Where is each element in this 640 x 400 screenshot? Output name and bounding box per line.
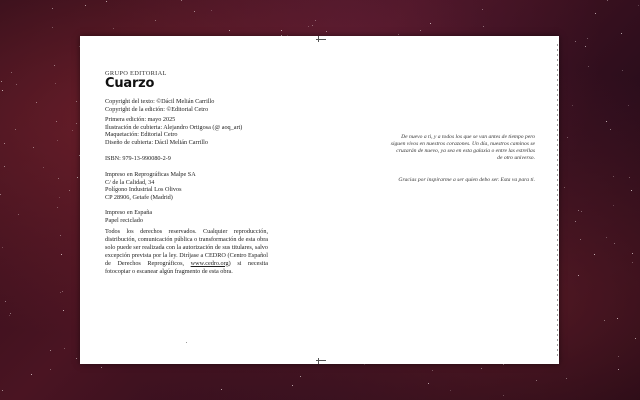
star <box>594 254 595 255</box>
star <box>36 102 37 103</box>
star <box>575 221 576 222</box>
star <box>55 83 56 84</box>
star <box>606 237 607 238</box>
star <box>57 140 58 141</box>
star <box>618 356 619 357</box>
star <box>221 389 222 390</box>
star <box>483 26 484 27</box>
rights-text-before: Todos los derechos reservados. Cualquier reproducción, distribución, comunicación pública o transformación de esta obra solo puede ser realizada con la autorización de sus titulares, salvo excepción prevista por la ley. Diríjase a CEDRO (Centro Español de Derechos Reprográficos, <box>105 228 268 267</box>
star <box>638 5 639 6</box>
star <box>60 292 61 293</box>
star <box>62 291 63 292</box>
isbn-block <box>105 155 171 163</box>
star <box>77 177 78 178</box>
star <box>57 207 58 208</box>
star <box>155 20 156 21</box>
cedro-link[interactable]: www.cedro.org <box>190 259 229 267</box>
copyright-block <box>105 98 214 113</box>
dedication-line-4: de otro universo. <box>497 155 535 162</box>
star <box>181 0 182 1</box>
star <box>312 25 313 26</box>
logo-top-text: GRUPO EDITORIAL <box>105 70 167 77</box>
printer-line-4: CP 28906, Getafe (Madrid) <box>105 193 173 201</box>
star <box>64 348 65 349</box>
star <box>50 350 51 351</box>
dedication-line-3: cruzarán de nuevo, ya sea en esta galaxia o entre las estrellas <box>396 148 535 155</box>
logo-main-text: Cuarzo <box>105 76 155 91</box>
star <box>628 105 629 106</box>
star <box>622 70 623 71</box>
star <box>50 369 51 370</box>
isbn-line: ISBN: 979-13-990080-2-9 <box>105 155 171 162</box>
star <box>1 81 2 82</box>
copyright-edition-line: Copyright de la edición: ©Editorial Cetro <box>105 105 209 113</box>
star <box>85 5 86 6</box>
star <box>52 8 53 9</box>
star <box>432 370 433 371</box>
star <box>281 30 282 31</box>
star <box>76 358 77 359</box>
star <box>482 9 483 10</box>
star <box>33 147 34 148</box>
star <box>607 0 608 1</box>
star <box>614 243 615 244</box>
star <box>580 239 581 240</box>
star <box>229 30 230 31</box>
rights-text-after: ) si necesita fotocopiar o escanear algún fragmento de esta obra. <box>105 259 268 275</box>
star <box>420 30 421 31</box>
star <box>503 364 504 365</box>
star <box>308 26 309 27</box>
copyright-text-line: Copyright del texto: ©Dácil Melián Carrillo <box>105 98 215 105</box>
star <box>566 378 567 379</box>
star <box>613 205 614 206</box>
star <box>632 253 633 254</box>
copyright-page <box>80 36 320 364</box>
star <box>72 130 73 131</box>
star <box>106 1 107 2</box>
star <box>536 380 537 381</box>
layout-line: Maquetación: Editorial Cetro <box>105 131 178 139</box>
star <box>76 123 77 124</box>
star <box>326 31 327 32</box>
star <box>43 167 44 168</box>
credits-block <box>105 116 242 146</box>
star <box>211 10 212 11</box>
star <box>364 364 365 365</box>
book-spread <box>80 36 559 364</box>
star <box>629 177 630 178</box>
star <box>585 46 586 47</box>
star <box>564 187 565 188</box>
star <box>61 254 62 255</box>
star <box>58 178 59 179</box>
star <box>9 315 10 316</box>
star <box>632 262 633 263</box>
star <box>315 20 316 21</box>
star <box>567 137 568 138</box>
star <box>292 385 293 386</box>
star <box>2 90 3 91</box>
star <box>11 72 12 73</box>
cover-design-line: Diseño de cubierta: Dácil Melián Carrillo <box>105 138 208 146</box>
star <box>0 194 1 195</box>
star <box>575 41 576 42</box>
star <box>635 338 636 339</box>
star <box>631 190 632 191</box>
star <box>113 28 114 29</box>
star <box>617 318 618 319</box>
star <box>588 66 589 67</box>
printer-line-2: C/ de la Calidad, 34 <box>105 178 155 186</box>
dedication-paragraph <box>380 134 535 162</box>
cover-illustration-line: Ilustración de cubierta: Alejandro Ortigosa (@ aoq_art) <box>105 123 243 131</box>
dedication-line-1: De nuevo a ti, y a todos los que se van antes de tiempo pero <box>401 134 535 140</box>
star <box>194 11 195 12</box>
star <box>595 13 596 14</box>
star <box>503 395 504 396</box>
publisher-logo <box>105 70 167 91</box>
printed-line-2: Papel reciclado <box>105 216 143 224</box>
printer-line-3: Polígono Industrial Los Olivos <box>105 186 182 194</box>
printer-line-1: Impreso en Reprográficas Malpe SA <box>105 171 196 178</box>
star <box>428 383 429 384</box>
star <box>52 27 53 28</box>
star <box>56 121 57 122</box>
star <box>618 369 619 370</box>
rights-paragraph <box>105 228 268 275</box>
star <box>5 301 6 302</box>
printed-block <box>105 209 152 224</box>
star <box>610 129 611 130</box>
star <box>450 390 451 391</box>
page-mark <box>186 342 187 343</box>
dedication-page <box>320 36 559 364</box>
star <box>69 190 70 191</box>
star <box>59 197 60 198</box>
star <box>581 211 582 212</box>
star <box>15 129 16 130</box>
star <box>300 376 301 377</box>
printer-block <box>105 171 196 201</box>
star <box>606 121 607 122</box>
star <box>16 84 17 85</box>
star <box>60 235 61 236</box>
star <box>572 105 573 106</box>
star <box>63 310 64 311</box>
star <box>2 390 3 391</box>
star <box>578 210 579 211</box>
star <box>2 247 3 248</box>
first-edition-line: Primera edición: mayo 2025 <box>105 116 176 123</box>
star <box>31 374 32 375</box>
star <box>54 65 55 66</box>
star <box>481 368 482 369</box>
star <box>430 23 431 24</box>
star <box>613 176 614 177</box>
star <box>578 275 579 276</box>
star <box>18 214 19 215</box>
star <box>604 320 605 321</box>
star <box>4 143 5 144</box>
star <box>76 101 77 102</box>
star <box>4 166 5 167</box>
dedication-line-2: siguen vivos en nuestros corazones. Un día, nuestros caminos se <box>390 141 535 148</box>
star <box>398 34 399 35</box>
thanks-line: Gracias por inspirarme a ser quien debo ser. Esta va para ti. <box>398 177 535 183</box>
star <box>101 367 102 368</box>
star <box>621 33 622 34</box>
star <box>587 38 588 39</box>
star <box>10 313 11 314</box>
printed-line-1: Impreso en España <box>105 209 153 216</box>
